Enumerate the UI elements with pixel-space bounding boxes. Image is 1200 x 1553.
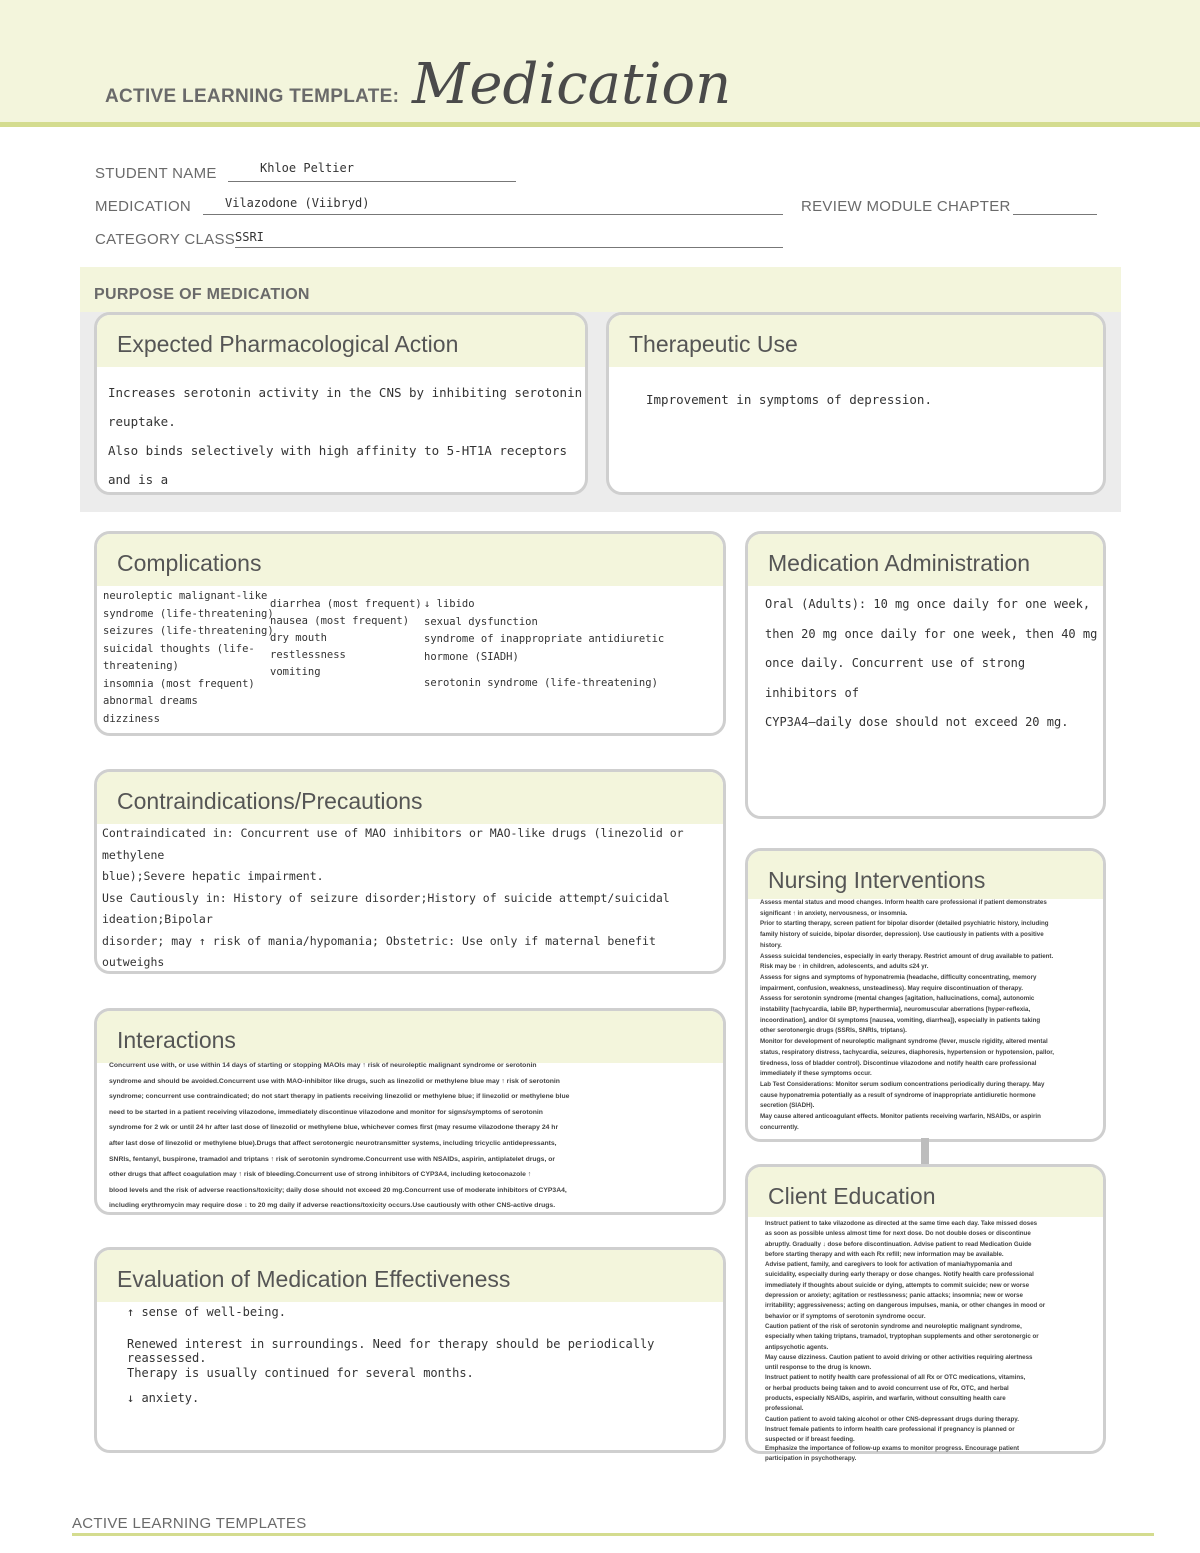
nursing-line: Assess mental status and mood changes. Inform health care professional if patient demonstrates	[760, 899, 1047, 906]
client-education-line: before starting therapy and with each Rx refill; new information may be available.	[765, 1250, 1004, 1258]
footer-label: ACTIVE LEARNING TEMPLATES	[72, 1515, 307, 1532]
evaluation-line: ↓ anxiety.	[127, 1391, 200, 1405]
client-education-line: until response to the drug is known.	[765, 1364, 872, 1372]
nursing-line: Risk may be ↑ in children, adolescents, and adults ≤24 yr.	[760, 963, 929, 971]
interaction-line: including erythromycin may require dose ↓ to 20 mg daily if adverse reactions/toxicity occurs.Use cautiously with other CNS-active drugs.	[109, 1202, 556, 1210]
nursing-line: status, respiratory distress, tachycardia, seizures, diaphoresis, hypertension or hypotension, pallor,	[760, 1048, 1054, 1056]
complication-item: syndrome (life-threatening)	[103, 607, 274, 620]
interactions-card	[94, 1008, 726, 1215]
evaluation-line: Therapy is usually continued for several months.	[127, 1366, 474, 1380]
interaction-line: after last dose of linezolid or methylene blue).Drugs that affect serotonergic neurotransmitter systems, including tricyclic antidepressants,	[109, 1139, 557, 1147]
evaluation-line: ↑ sense of well-being.	[127, 1305, 286, 1319]
complication-item: nausea (most frequent)	[270, 615, 410, 627]
nursing-line: May cause altered anticoagulant effects. Monitor patients receiving warfarin, NSAIDs, or aspirin	[760, 1113, 1041, 1121]
expected-action-line	[108, 494, 585, 495]
nursing-line: Lab Test Considerations: Monitor serum sodium concentrations periodically during therapy. May	[760, 1080, 1045, 1088]
review-module-field[interactable]	[1013, 199, 1097, 215]
category-class-label: CATEGORY CLASS	[95, 231, 236, 248]
complications-col-2	[270, 596, 422, 681]
interactions-title: Interactions	[117, 1027, 236, 1053]
nursing-line: Assess for signs and symptoms of hyponatremia (headache, difficulty concentrating, memory	[760, 973, 1037, 981]
nursing-line: cause hyponatremia potentially as a result of syndrome of inappropriate antidiuretic hormone	[760, 1091, 1036, 1099]
client-education-line: Caution patient to avoid taking alcohol or other CNS-depressant drugs during therapy.	[765, 1415, 1019, 1423]
client-education-line: immediately if thoughts about suicide or dying, attempts to commit suicide; new or worse	[765, 1281, 1030, 1289]
page-title: Medication	[412, 52, 732, 117]
student-name-field[interactable]	[228, 161, 516, 182]
contraindication-line: Contraindicated in: Concurrent use of MAO inhibitors or MAO-like drugs (linezolid or methylene	[102, 826, 684, 862]
medication-value: Vilazodone (Viibryd)	[225, 196, 370, 210]
client-education-line: especially when taking triptans, tramadol, tryptophan supplements and other serotonergic or	[765, 1333, 1039, 1341]
administration-card	[745, 531, 1106, 819]
complication-spacer	[424, 666, 664, 675]
nursing-interventions-body	[760, 898, 1054, 1133]
administration-line: then 20 mg once daily for one week, then 40 mg	[765, 626, 1098, 641]
client-education-line: Caution patient of the risk of serotonin syndrome and neuroleptic malignant syndrome,	[765, 1322, 1022, 1330]
complication-item: dry mouth	[270, 632, 327, 644]
complication-item: insomnia (most frequent)	[103, 677, 255, 690]
administration-line: CYP3A4—daily dose should not exceed 20 mg.	[765, 715, 1069, 729]
client-education-body	[765, 1219, 1045, 1446]
complication-item: ↓ libido	[424, 598, 475, 610]
medication-label: MEDICATION	[95, 198, 192, 215]
client-education-line: Advise patient, family, and caregivers to look for activation of mania/hypomania and	[765, 1261, 1013, 1269]
client-education-overflow	[765, 1444, 1019, 1465]
template-label: ACTIVE LEARNING TEMPLATE:	[105, 86, 400, 107]
footer-rule	[72, 1533, 1154, 1536]
complication-item: threatening)	[103, 660, 179, 672]
contraindications-card	[94, 769, 726, 974]
administration-line: Oral (Adults): 10 mg once daily for one week,	[765, 597, 1091, 611]
complication-item: serotonin syndrome (life-threatening)	[424, 677, 658, 689]
nursing-line: Assess suicidal tendencies, especially in early therapy. Restrict amount of drug available to patient.	[760, 952, 1054, 960]
nursing-line: secretion (SIADH).	[760, 1102, 815, 1110]
complication-item: hormone (SIADH)	[424, 650, 519, 663]
interaction-line: other drugs that affect coagulation may ↑ risk of bleeding.Concurrent use of strong inhibitors of CYP3A4, including ketoconazole ↑	[109, 1171, 532, 1179]
student-name-label: STUDENT NAME	[95, 165, 217, 182]
complications-title: Complications	[117, 550, 262, 576]
complication-item: seizures (life-threatening)	[103, 625, 274, 637]
administration-line: once daily. Concurrent use of strong inhibitors of	[765, 656, 1026, 700]
category-class-field[interactable]	[235, 232, 783, 248]
client-education-title: Client Education	[768, 1183, 936, 1209]
client-education-line: products, especially NSAIDs, aspirin, and warfarin, without consulting health care	[765, 1395, 1006, 1403]
contraindications-body	[102, 823, 723, 974]
client-education-line: participation in psychotherapy.	[765, 1455, 857, 1463]
purpose-label: PURPOSE OF MEDICATION	[94, 286, 310, 303]
interaction-line: need to be started in a patient receiving vilazodone, immediately discontinue vilazodone and monitor for signs/symptoms of serotonin	[109, 1108, 543, 1116]
nursing-line: other serotonergic drugs (SSRIs, SNRIs, triptans).	[760, 1027, 907, 1035]
nursing-line: tiredness, loss of bladder control). Discontinue vilazodone and notify health care professional	[760, 1059, 1037, 1067]
client-education-line: Instruct female patients to inform health care professional if pregnancy is planned or	[765, 1425, 1015, 1433]
therapeutic-use-body: Improvement in symptoms of depression.	[646, 392, 932, 407]
client-education-line: irritability; aggressiveness; acting on dangerous impulses, mania, or other changes in mood or	[765, 1302, 1046, 1310]
interaction-line: syndrome and should be avoided.Concurrent use with MAO-inhibitor like drugs, such as linezolid or methylene blue may ↑ risk of serotonin	[109, 1077, 560, 1085]
expected-action-line: Increases serotonin activity in the CNS by inhibiting serotonin reuptake.	[108, 385, 583, 429]
interaction-line: Concurrent use with, or use within 14 days of starting or stopping MAOIs may ↑ risk of neuroleptic malignant syndrome or serotonin	[109, 1062, 537, 1069]
interaction-line: SNRIs, fentanyl, buspirone, tramadol and triptans ↑ risk of serotonin syndrome.Concurrent use with NSAIDs, aspirin, antiplatelet drugs, or	[109, 1155, 556, 1163]
evaluation-line: Renewed interest in surroundings. Need for therapy should be periodically reassessed.	[127, 1337, 655, 1365]
complications-card	[94, 531, 726, 736]
nursing-line: Prior to starting therapy, screen patient for bipolar disorder (detailed psychiatric history, including	[760, 920, 1049, 928]
therapeutic-use-card	[606, 312, 1106, 495]
nursing-line: family history of suicide, bipolar disorder, depression). Use cautiously in patients with a positive	[760, 931, 1044, 939]
complication-item: vomiting	[270, 666, 321, 678]
complication-item: dizziness	[103, 712, 160, 725]
interaction-line: syndrome for 2 wk or until 24 hr after last dose of linezolid or methylene blue, whichever comes first (may resume vilazodone therapy 24 hr	[109, 1124, 559, 1132]
expected-action-line: Also binds selectively with high affinity to 5-HT1A receptors and is a	[108, 443, 568, 487]
nursing-line: significant ↑ in anxiety, nervousness, or insomnia.	[760, 909, 908, 917]
contraindication-line: blue);Severe hepatic impairment.	[102, 869, 324, 883]
client-education-line: abruptly. Gradually ↓ dose before discontinuation. Advise patient to read Medication Guide	[765, 1240, 1032, 1248]
client-education-line: Instruct patient to take vilazodone as directed at the same time each day. Take missed doses	[765, 1220, 1038, 1227]
client-education-line: depression or anxiety; agitation or restlessness; panic attacks; insomnia; new or worse	[765, 1292, 1023, 1300]
nursing-line: concurrently.	[760, 1123, 799, 1131]
nursing-interventions-title: Nursing Interventions	[768, 867, 986, 893]
complication-item: suicidal thoughts (life-	[103, 642, 255, 655]
therapeutic-use-title: Therapeutic Use	[629, 331, 798, 357]
evaluation-card	[94, 1247, 726, 1453]
client-education-card	[745, 1164, 1106, 1454]
complication-item: syndrome of inappropriate antidiuretic	[424, 633, 665, 645]
contraindication-line	[102, 974, 723, 975]
client-education-line: antipsychotic agents.	[765, 1343, 829, 1351]
nursing-line: Assess for serotonin syndrome (mental changes [agitation, hallucinations, coma], autonomic	[760, 995, 1035, 1003]
contraindication-line: Use Cautiously in: History of seizure disorder;History of suicide attempt/suicidal ideation;Bipolar	[102, 890, 670, 926]
evaluation-title: Evaluation of Medication Effectiveness	[117, 1266, 511, 1292]
nursing-line: incoordination], and/or GI symptoms [nausea, vomiting, diarrhea]), especially in patients taking	[760, 1016, 1041, 1024]
client-education-line: suicidality, especially during early therapy or dose changes. Notify health care professional	[765, 1271, 1034, 1279]
nursing-interventions-card	[745, 848, 1106, 1142]
nursing-line: Monitor for development of neuroleptic malignant syndrome (fever, muscle rigidity, altered mental	[760, 1038, 1048, 1046]
expected-action-body	[108, 378, 585, 495]
client-education-line: behavior or if symptoms of serotonin syndrome occur.	[765, 1312, 926, 1320]
interaction-line: blood levels and the risk of adverse reactions/toxicity; daily dose should not exceed 20 mg.Concurrent use of moderate inhibitors of CYP3A4,	[109, 1186, 567, 1194]
contraindication-line: disorder; may ↑ risk of mania/hypomania; Obstetric: Use only if maternal benefit outweighs	[102, 933, 656, 969]
medication-field[interactable]	[203, 196, 783, 215]
client-education-line: professional.	[765, 1405, 804, 1413]
expected-action-title: Expected Pharmacological Action	[117, 331, 459, 357]
client-education-line: as soon as possible unless almost time for next dose. Do not double doses or discontinue	[765, 1230, 1031, 1238]
complication-item: restlessness	[270, 649, 346, 661]
administration-title: Medication Administration	[768, 550, 1031, 576]
client-education-line: May cause dizziness. Caution patient to avoid driving or other activities requiring alertness	[765, 1353, 1033, 1361]
complication-item: abnormal dreams	[103, 695, 198, 707]
interactions-body	[109, 1058, 569, 1214]
nursing-line: impairment, confusion, weakness, unsteadiness). May require discontinuation of therapy.	[760, 984, 1023, 992]
review-module-label: REVIEW MODULE CHAPTER	[801, 198, 1011, 215]
nursing-line: immediately if these symptoms occur.	[760, 1070, 872, 1078]
client-education-line: Instruct patient to notify health care professional of all Rx or OTC medications, vitamins,	[765, 1374, 1026, 1382]
category-class-value: SSRI	[235, 230, 264, 244]
complications-col-1	[103, 588, 274, 728]
interaction-line: syndrome; concurrent use contraindicated; do not start therapy in patients receiving linezolid or methylene blue; if linezolid or methylene blue	[109, 1093, 570, 1101]
complication-item: diarrhea (most frequent)	[270, 598, 422, 610]
complications-col-3	[424, 596, 664, 693]
complication-item: neuroleptic malignant-like	[103, 590, 268, 602]
student-name-value: Khloe Peltier	[260, 161, 354, 175]
nursing-line: history.	[760, 941, 782, 949]
client-education-line: or herbal products being taken and to avoid concurrent use of Rx, OTC, and herbal	[765, 1384, 1009, 1392]
nursing-line: instability [tachycardia, labile BP, hyperthermia], neuromuscular aberrations [hyper-reflexia,	[760, 1006, 1031, 1014]
complication-item: sexual dysfunction	[424, 615, 538, 628]
header-rule	[0, 122, 1200, 127]
expected-action-card	[94, 312, 588, 495]
client-education-line: suspected or if breast feeding.	[765, 1436, 855, 1444]
evaluation-body	[127, 1305, 723, 1405]
administration-body	[765, 590, 1103, 738]
contraindications-title: Contraindications/Precautions	[117, 788, 423, 814]
client-education-line: Emphasize the importance of follow-up exams to monitor progress. Encourage patient	[765, 1445, 1020, 1452]
